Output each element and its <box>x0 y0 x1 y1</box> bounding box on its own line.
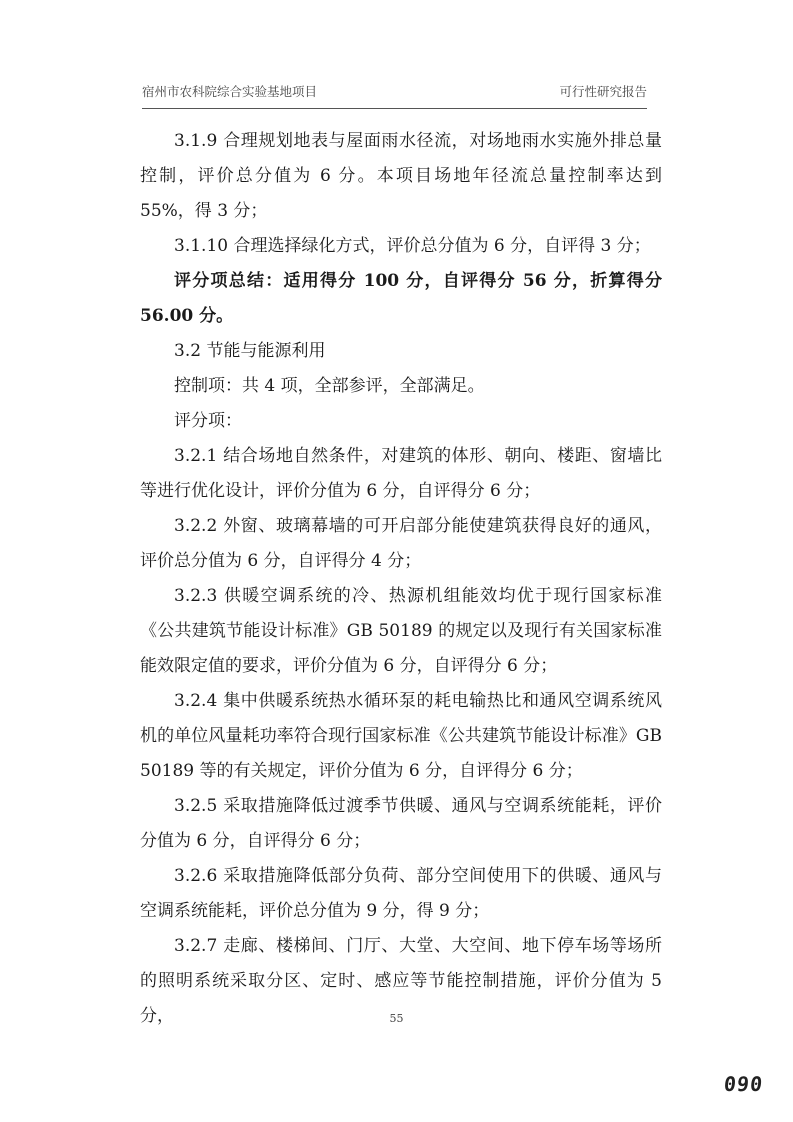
paragraph-3-1-10: 3.1.10 合理选择绿化方式，评价总分值为 6 分，自评得 3 分； <box>174 236 651 256</box>
paragraph-3-2-3: 3.2.3 供暖空调系统的冷、热源机组能效均优于现行国家标准《公共建筑节能设计标准》GB 50189 的规定以及现行有关国家标准能效限定值的要求，评价分值为 6 分，自评得分 6 分； <box>140 586 662 676</box>
scoring-items-label: 评分项： <box>174 411 242 431</box>
control-items: 控制项：共 4 项，全部参评，全部满足。 <box>174 376 485 396</box>
header-project-title: 宿州市农科院综合实验基地项目 <box>142 84 318 99</box>
score-summary: 评分项总结：适用得分 100 分，自评得分 56 分，折算得分 56.00 分。 <box>140 271 662 326</box>
paragraph-3-2-4: 3.2.4 集中供暖系统热水循环泵的耗电输热比和通风空调系统风机的单位风量耗功率符合现行国家标准《公共建筑节能设计标准》GB 50189 等的有关规定，评价分值为 6 分，自评得分 6 分； <box>140 691 662 781</box>
page-stamp-number: 090 <box>722 1072 765 1096</box>
paragraph-3-2-6: 3.2.6 采取措施降低部分负荷、部分空间使用下的供暖、通风与空调系统能耗，评价总分值为 9 分，得 9 分； <box>140 866 662 921</box>
paragraph-3-2-7: 3.2.7 走廊、楼梯间、门厅、大堂、大空间、地下停车场等场所的照明系统采取分区、定时、感应等节能控制措施，评价分值为 5 分， <box>140 936 662 1026</box>
body-text <box>140 124 662 1034</box>
header-report-type: 可行性研究报告 <box>559 84 647 99</box>
paragraph-3-2-1: 3.2.1 结合场地自然条件，对建筑的体形、朝向、楼距、窗墙比等进行优化设计，评价分值为 6 分，自评得分 6 分； <box>140 446 662 501</box>
paragraph-3-1-9: 3.1.9 合理规划地表与屋面雨水径流，对场地雨水实施外排总量控制，评价总分值为 6 分。本项目场地年径流总量控制率达到 55%，得 3 分； <box>140 131 662 221</box>
section-heading-3-2: 3.2 节能与能源利用 <box>174 341 326 361</box>
paragraph-3-2-2: 3.2.2 外窗、玻璃幕墙的可开启部分能使建筑获得良好的通风，评价总分值为 6 分，自评得分 4 分； <box>140 516 662 571</box>
page-number: 55 <box>389 1012 404 1025</box>
page-header <box>142 78 647 109</box>
paragraph-3-2-5: 3.2.5 采取措施降低过渡季节供暖、通风与空调系统能耗，评价分值为 6 分，自评得分 6 分； <box>140 796 662 851</box>
